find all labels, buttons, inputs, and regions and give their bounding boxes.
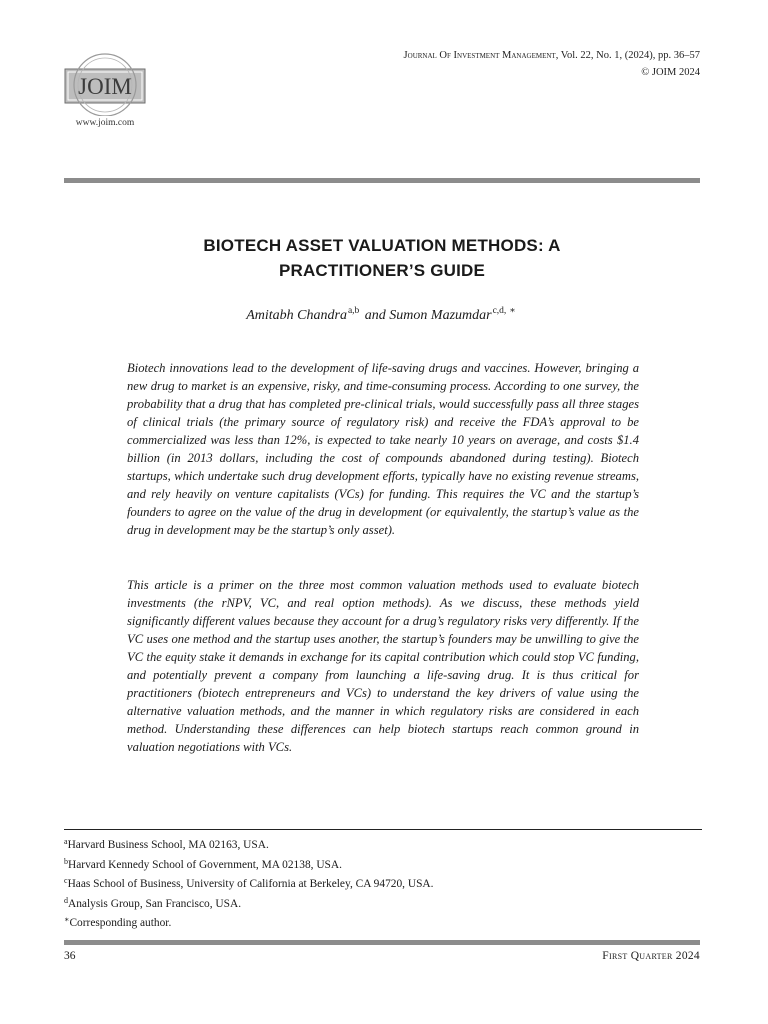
bottom-rule [64,940,700,945]
logo-text: JOIM [78,74,132,99]
corresponding-star: ∗ [509,306,516,316]
footnote-c [64,873,434,893]
author-2-affiliations: c,d, [492,306,507,316]
copyright: © JOIM 2024 [641,67,700,78]
journal-citation-line [404,47,700,64]
title-line-2: PRACTITIONER’S GUIDE [278,261,486,280]
footnote-mark: c [64,876,68,885]
footnote-mark: ∗ [64,915,70,924]
page-number: 36 [64,950,76,962]
footnote-text: Harvard Business School, MA 02163, USA. [67,839,269,851]
footnote-text: Harvard Kennedy School of Government, MA 02138, USA. [68,858,342,871]
footnote-a [64,834,434,854]
footnote-b [64,854,434,874]
joim-logo [62,48,148,116]
journal-citation: , Vol. 22, No. 1, (2024), pp. 36–57 [555,50,700,61]
footnote-mark: a [64,837,68,846]
article-title [64,233,700,283]
author-1: Amitabh Chandra [246,308,347,323]
author-line [64,298,700,329]
author-1-affiliations: a,b [347,306,360,316]
footnote-d [64,893,434,913]
footnotes [64,834,434,932]
footnote-text: Haas School of Business, University of California at Berkeley, CA 94720, USA. [67,878,434,890]
footnote-mark: b [64,856,68,866]
footnote-text: Corresponding author. [69,917,172,929]
footnote-text: Analysis Group, San Francisco, USA. [68,897,242,910]
journal-name: Journal Of Investment Management [403,50,556,61]
footnote-rule [64,829,702,830]
issue-label: First Quarter 2024 [602,950,700,962]
author-join: and Sumon Mazumdar [364,308,492,323]
title-line-1: BIOTECH ASSET VALUATION METHODS: A [203,236,561,255]
journal-url: www.joim.com [75,118,135,128]
footnote-mark: d [64,895,68,905]
footnote-star [64,912,434,932]
top-rule [64,178,700,183]
abstract-paragraph-1: Biotech innovations lead to the development of life-saving drugs and vaccines. However, bringing a new drug to market is an expensive, risky, and time-consuming process. According to one survey, the probability that a drug that has completed pre-clinical trials, would successfully pass all three stages of clinical trials (the primary source of regulatory risk) and receive the FDA’s approval to be commercialized was less than 12%, is expected to take nearly 10 years on average, and costs $1.4 billion (in 2013 dollars, including the cost of compounds abandoned during testing). Biotech startups, which undertake such drug development efforts, typically have no existing revenue streams, and rely heavily on venture capitalists (VCs) for funding. This requires the VC and the startup’s founders to agree on the value of the drug in development (or equivalently, the startup’s value as the drug in development may be the startup’s only asset). [127,361,639,537]
abstract-paragraph-2: This article is a primer on the three most common valuation methods used to evaluate biotech investments (the rNPV, VC, and real option methods). As we discuss, these methods yield significantly different values because they account for a drug’s regulatory risks very differently. If the VC uses one method and the startup uses another, the startup’s founders may be unwilling to give the VC the equity stake it demands in exchange for its capital contribution which could stop VC funding, and potentially prevent a company from launching a life-saving drug. It is thus critical for practitioners (biotech entrepreneurs and VCs) to understand the key drivers of value using the alternative valuation methods, and the manner in which regulatory risks are considered in each method. Understanding these differences can help biotech startups reach common ground in valuation negotiations with VCs. [127,578,639,754]
journal-header [404,47,700,81]
